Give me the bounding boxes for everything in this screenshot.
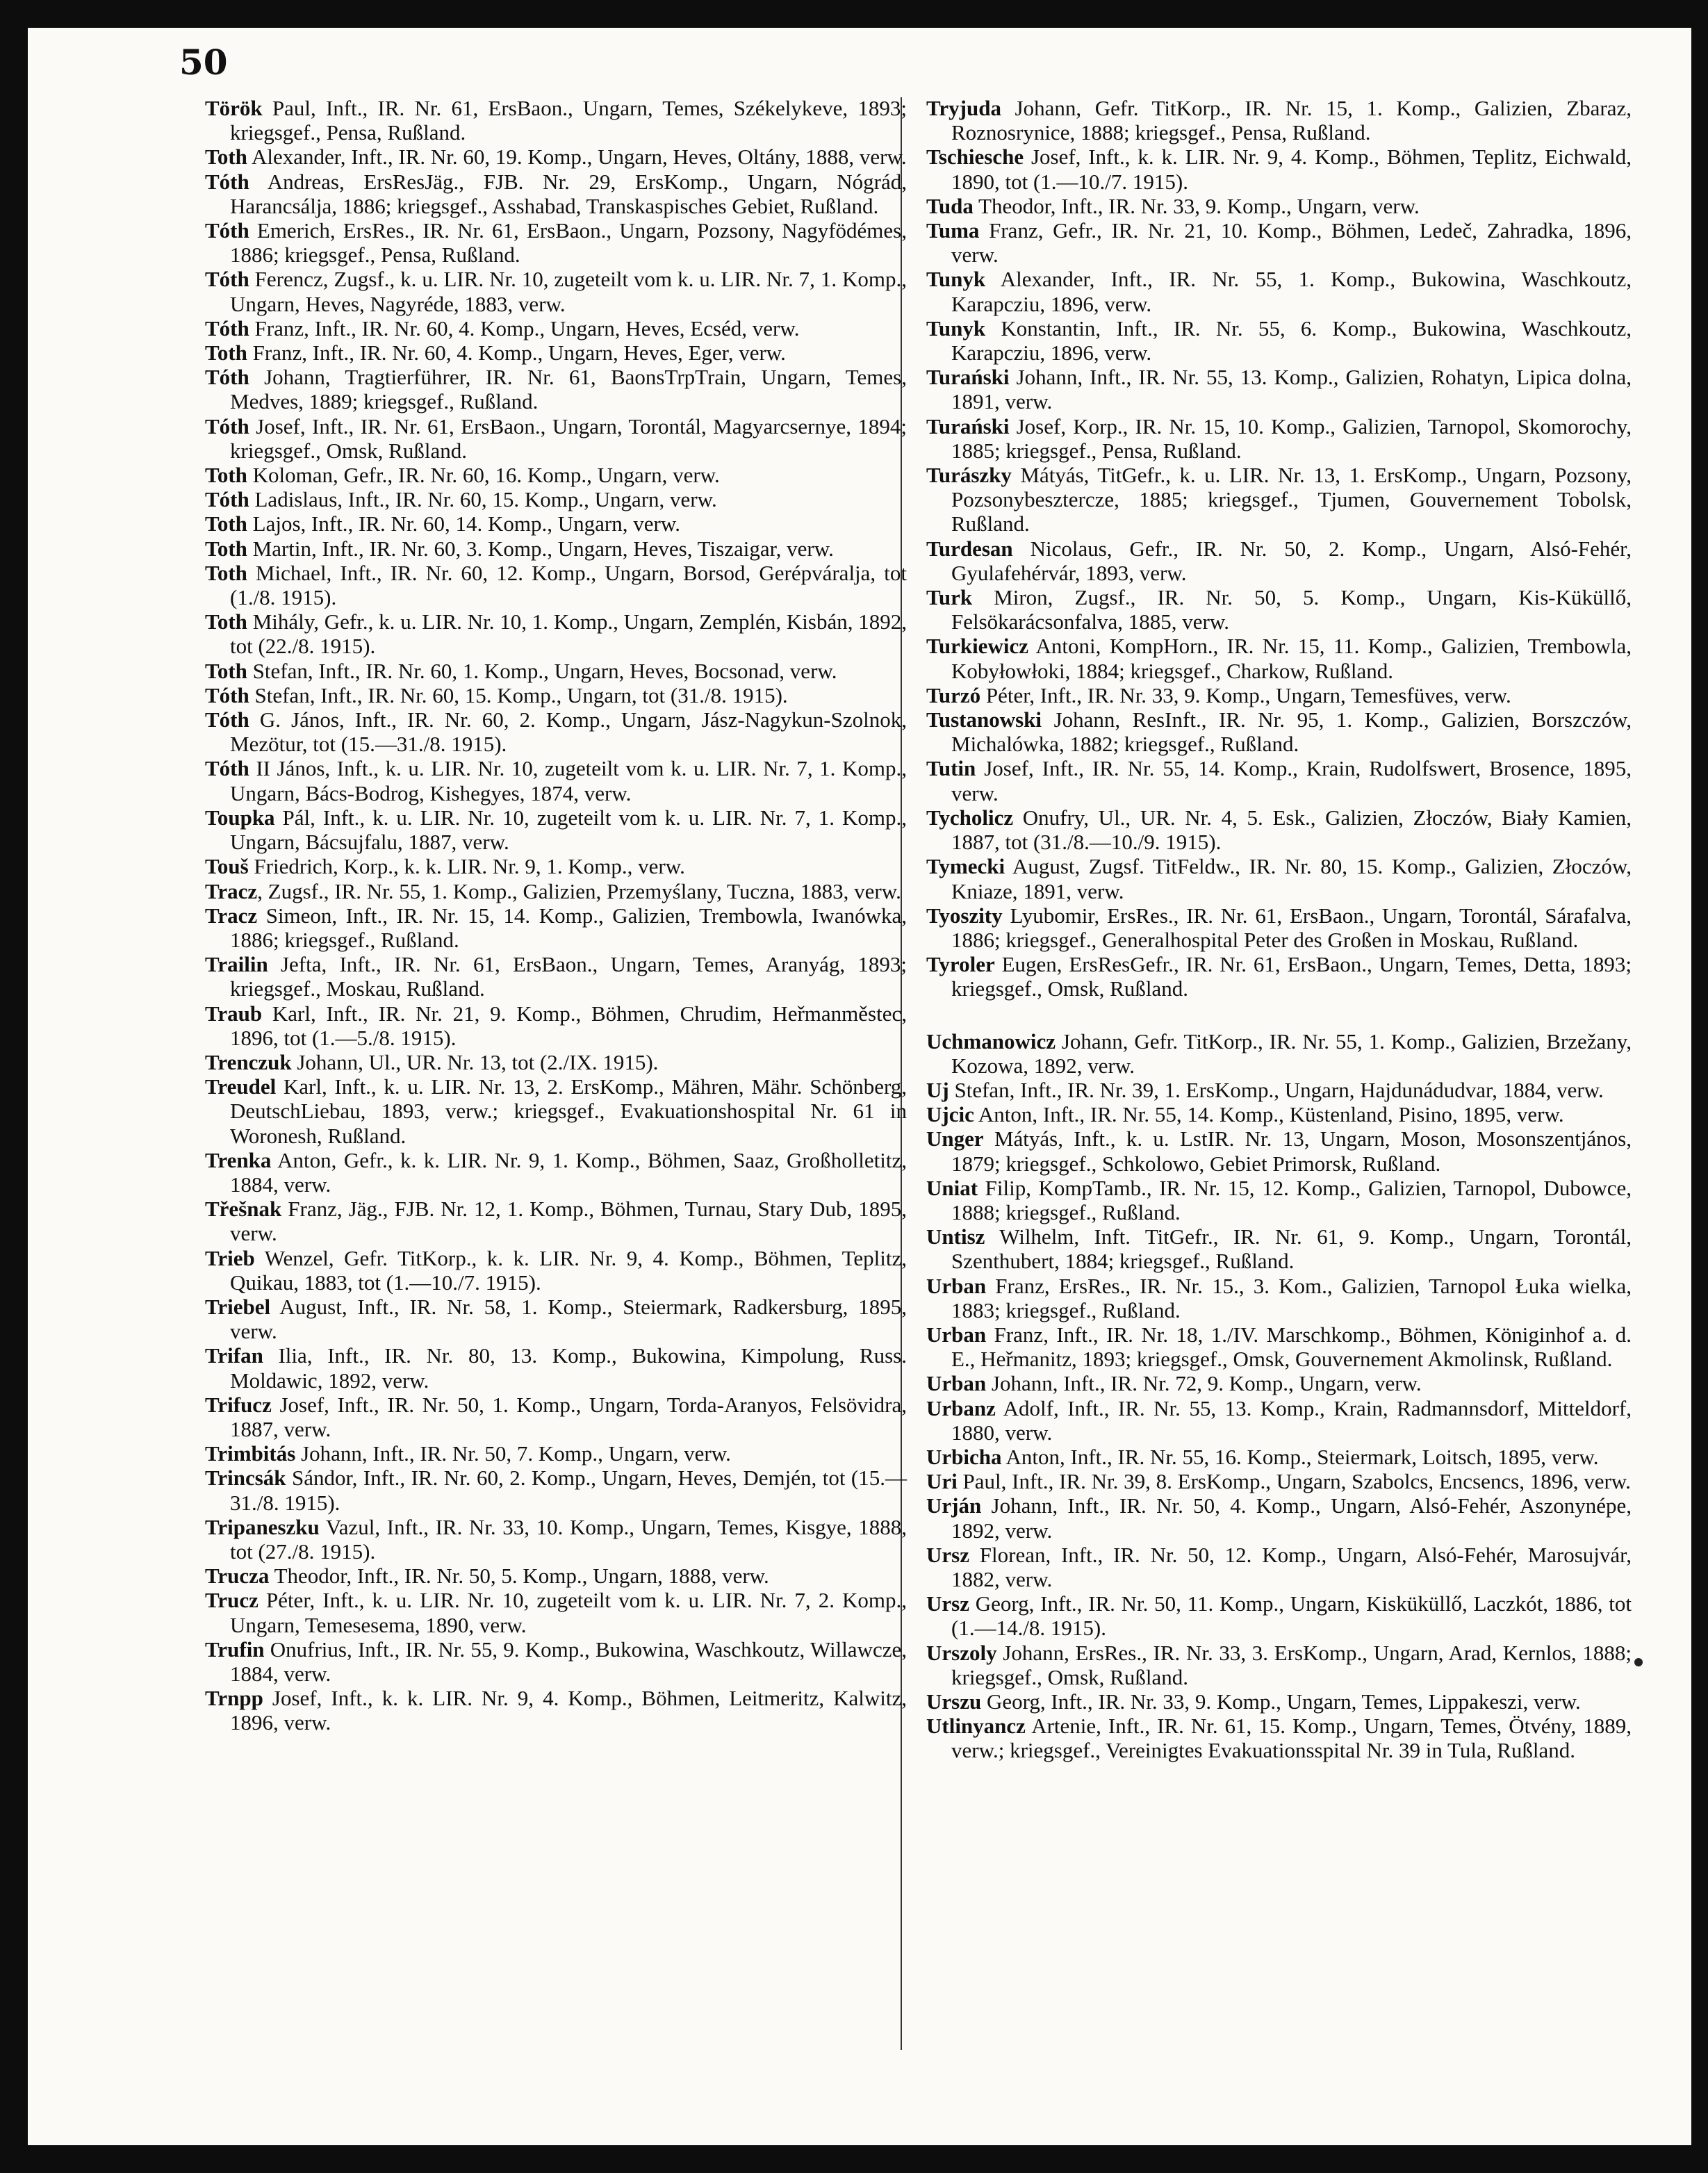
scan-border-top (0, 0, 1708, 28)
entry-surname: Třešnak (205, 1197, 282, 1222)
list-entry (926, 1689, 1632, 1714)
scan-border-right (1691, 0, 1708, 2173)
entry-details: Mátyás, TitGefr., k. u. LIR. Nr. 13, 1. ErsKomp., Ungarn, Pozsony, Pozsonybesztercze, 1885; kriegsgef., Tjumen, Gouvernement Tobolsk, Rußland. (951, 463, 1632, 536)
entry-details: Miron, Zugsf., IR. Nr. 50, 5. Komp., Ungarn, Kis-Küküllő, Felsökarácsonfalva, 1885, verw. (951, 585, 1632, 634)
entry-surname: Trufin (205, 1637, 265, 1662)
entry-details: Franz, Inft., IR. Nr. 60, 4. Komp., Ungarn, Heves, Eger, verw. (247, 341, 786, 366)
entry-details: Emerich, ErsRes., IR. Nr. 61, ErsBaon., Ungarn, Pozsony, Nagyfödémes, 1886; kriegsgef., Pensa, Rußland. (230, 218, 907, 268)
entry-surname: Tymecki (926, 854, 1005, 879)
entry-surname: Tyroler (926, 952, 995, 977)
entry-details: Johann, Gefr. TitKorp., IR. Nr. 55, 1. Komp., Galizien, Brzežany, Kozowa, 1892, verw. (951, 1028, 1632, 1078)
entry-surname: Tóth (205, 267, 249, 292)
entry-details: Martin, Inft., IR. Nr. 60, 3. Komp., Ungarn, Heves, Tiszaigar, verw. (247, 536, 834, 561)
list-entry (926, 1274, 1632, 1322)
list-entry (205, 1637, 907, 1686)
letter-section-gap (926, 1001, 1632, 1029)
list-entry (926, 145, 1632, 193)
entry-details: Josef, Korp., IR. Nr. 15, 10. Komp., Galizien, Tarnopol, Skomorochy, 1885; kriegsgef., Pensa, Rußland. (951, 413, 1632, 463)
scan-border-bottom (0, 2145, 1708, 2173)
entry-surname: Toth (205, 145, 247, 170)
list-entry (205, 1050, 907, 1074)
entry-surname: Turzó (926, 682, 981, 707)
entry-surname: Ursz (926, 1542, 969, 1567)
list-entry (205, 756, 907, 805)
list-entry (205, 1466, 907, 1514)
list-entry (926, 1126, 1632, 1175)
entry-details: Johann, Ul., UR. Nr. 13, tot (2./IX. 1915). (291, 1049, 659, 1074)
list-entry (205, 854, 907, 878)
list-entry (926, 1493, 1632, 1542)
list-entry (926, 1396, 1632, 1445)
entry-surname: Urszu (926, 1689, 982, 1714)
entry-details: Johann, ErsRes., IR. Nr. 33, 3. ErsKomp., Ungarn, Arad, Kernlos, 1888; kriegsgef., Omsk, Rußland. (951, 1640, 1632, 1689)
list-entry (926, 1029, 1632, 1078)
list-entry (205, 463, 907, 487)
list-entry (926, 536, 1632, 585)
entry-details: Georg, Inft., IR. Nr. 50, 11. Komp., Ungarn, Kisküküllő, Laczkót, 1886, tot (1.—14./8. 1915). (951, 1591, 1632, 1641)
entry-surname: Trucz (205, 1588, 258, 1613)
entry-surname: Urban (926, 1322, 987, 1347)
entry-surname: Turdesan (926, 536, 1013, 561)
list-entry (205, 683, 907, 707)
entry-surname: Toth (205, 560, 247, 585)
entry-surname: Urban (926, 1371, 987, 1396)
entry-surname: Tustanowski (926, 707, 1042, 732)
list-entry (205, 536, 907, 561)
list-entry (205, 218, 907, 267)
list-entry (205, 316, 907, 341)
list-entry (926, 96, 1632, 145)
entry-details: Michael, Inft., IR. Nr. 60, 12. Komp., Ungarn, Borsod, Gerépváralja, tot (1./8. 1915). (230, 560, 907, 610)
list-entry (926, 756, 1632, 805)
list-entry (926, 1641, 1632, 1689)
entry-details: Lyubomir, ErsRes., IR. Nr. 61, ErsBaon., Ungarn, Torontál, Sárafalva, 1886; kriegsgef., Generalhospital Peter des Großen in Moskau, Rußland. (951, 903, 1632, 952)
entry-surname: Uj (926, 1077, 949, 1102)
entry-details: Onufrius, Inft., IR. Nr. 55, 9. Komp., Bukowina, Waschkoutz, Willawcze, 1884, verw. (230, 1637, 907, 1686)
entry-details: Jefta, Inft., IR. Nr. 61, ErsBaon., Ungarn, Temes, Aranyág, 1893; kriegsgef., Moskau, Rußland. (230, 952, 907, 1001)
entry-surname: Trincsák (205, 1466, 286, 1491)
entry-details: Adolf, Inft., IR. Nr. 55, 13. Komp., Krain, Radmannsdorf, Mitteldorf, 1880, verw. (951, 1395, 1632, 1445)
list-entry (205, 1074, 907, 1148)
entry-surname: Tunyk (926, 315, 986, 341)
entry-details: Koloman, Gefr., IR. Nr. 60, 16. Komp., Ungarn, verw. (247, 463, 720, 488)
entry-details: Theodor, Inft., IR. Nr. 50, 5. Komp., Ungarn, 1888, verw. (269, 1564, 769, 1589)
page-number: 50 (179, 42, 228, 83)
entry-surname: Unger (926, 1126, 984, 1151)
entry-surname: Trucza (205, 1564, 270, 1589)
list-entry (205, 170, 907, 218)
entry-details: Ladislaus, Inft., IR. Nr. 60, 15. Komp., Ungarn, verw. (249, 487, 717, 512)
entry-details: Josef, Inft., IR. Nr. 55, 14. Komp., Krain, Rudolfswert, Brosence, 1895, verw. (951, 756, 1632, 805)
entry-surname: Toth (205, 341, 247, 366)
entry-surname: Toth (205, 511, 247, 536)
list-entry (205, 365, 907, 413)
list-entry (926, 316, 1632, 365)
list-entry (205, 1588, 907, 1637)
entry-surname: Tóth (205, 487, 249, 512)
entry-details: Georg, Inft., IR. Nr. 33, 9. Komp., Ungarn, Temes, Lippakeszi, verw. (981, 1689, 1581, 1714)
entry-surname: Utlinyancz (926, 1714, 1026, 1739)
list-entry (926, 854, 1632, 903)
entry-details: Johann, Tragtierführer, IR. Nr. 61, BaonsTrpTrain, Ungarn, Temes, Medves, 1889; kriegsgef., Rußland. (230, 365, 907, 414)
entry-details: Theodor, Inft., IR. Nr. 33, 9. Komp., Ungarn, verw. (973, 193, 1420, 218)
entry-surname: Tripaneszku (205, 1514, 320, 1539)
list-entry (926, 707, 1632, 756)
list-entry (205, 511, 907, 536)
list-entry (926, 1224, 1632, 1273)
entry-surname: Trimbitás (205, 1441, 296, 1466)
list-entry (926, 1714, 1632, 1762)
entry-details: Wilhelm, Inft. TitGefr., IR. Nr. 61, 9. Komp., Ungarn, Torontál, Szenthubert, 1884; kriegsgef., Rußland. (951, 1224, 1632, 1274)
entry-details: Karl, Inft., IR. Nr. 21, 9. Komp., Böhmen, Chrudim, Heřmanměstec, 1896, tot (1.—5./8. 1915). (230, 1001, 907, 1050)
entry-details: Alexander, Inft., IR. Nr. 60, 19. Komp., Ungarn, Heves, Oltány, 1888, verw. (247, 145, 907, 170)
entry-details: Artenie, Inft., IR. Nr. 61, 15. Komp., Ungarn, Temes, Ötvény, 1889, verw.; kriegsgef., Vereinigtes Evakuationsspital Nr. 39 in Tula, Rußland. (951, 1714, 1632, 1763)
list-entry (205, 1246, 907, 1295)
entry-surname: Touš (205, 854, 249, 879)
right-column (926, 96, 1632, 1763)
list-entry (205, 1197, 907, 1245)
entry-surname: Untisz (926, 1224, 985, 1249)
entry-surname: Traub (205, 1001, 263, 1026)
entry-surname: Trenka (205, 1147, 272, 1172)
entry-surname: Tunyk (926, 267, 986, 292)
entry-surname: Ujcic (926, 1102, 974, 1127)
entry-details: Johann, Inft., IR. Nr. 55, 13. Komp., Galizien, Rohatyn, Lipica dolna, 1891, verw. (951, 365, 1632, 414)
list-entry (205, 1148, 907, 1197)
entry-surname: Ursz (926, 1591, 969, 1616)
entry-details: G. János, Inft., IR. Nr. 60, 2. Komp., Ungarn, Jász-Nagykun-Szolnok, Mezötur, tot (15.—31./8. 1915). (230, 707, 907, 757)
entry-surname: Tóth (205, 315, 249, 341)
list-entry (926, 267, 1632, 315)
entry-details: Josef, Inft., k. k. LIR. Nr. 9, 4. Komp., Böhmen, Teplitz, Eichwald, 1890, tot (1.—10./7. 1915). (951, 145, 1632, 194)
entry-details: Péter, Inft., IR. Nr. 33, 9. Komp., Ungarn, Temesfüves, verw. (980, 682, 1511, 707)
entry-details: Sándor, Inft., IR. Nr. 60, 2. Komp., Ungarn, Heves, Demjén, tot (15.—31./8. 1915). (230, 1466, 907, 1515)
entry-surname: Urszoly (926, 1640, 997, 1665)
entry-surname: Urbicha (926, 1444, 1002, 1469)
entry-details: Ferencz, Zugsf., k. u. LIR. Nr. 10, zugeteilt vom k. u. LIR. Nr. 7, 1. Komp., Ungarn, Heves, Nagyréde, 1883, verw. (230, 267, 907, 316)
list-entry (205, 952, 907, 1001)
entry-surname: Tschiesche (926, 145, 1024, 170)
entry-surname: Turański (926, 365, 1010, 390)
list-entry (926, 365, 1632, 413)
entry-surname: Toth (205, 463, 247, 488)
list-entry (205, 903, 907, 952)
list-entry (205, 1393, 907, 1441)
entry-surname: Trieb (205, 1245, 255, 1270)
list-entry (205, 487, 907, 511)
list-entry (926, 1078, 1632, 1102)
entry-surname: Tóth (205, 682, 249, 707)
entry-surname: Tyoszity (926, 903, 1003, 928)
list-entry (205, 1295, 907, 1343)
entry-surname: Tuma (926, 218, 980, 243)
margin-ink-dot (1634, 1658, 1643, 1666)
entry-surname: Urbanz (926, 1395, 996, 1420)
entry-details: Friedrich, Korp., k. k. LIR. Nr. 9, 1. Komp., verw. (248, 854, 685, 879)
entry-details: August, Inft., IR. Nr. 58, 1. Komp., Steiermark, Radkersburg, 1895, verw. (230, 1294, 907, 1344)
entry-surname: Tóth (205, 365, 249, 390)
entry-surname: Tuda (926, 193, 974, 218)
entry-details: Johann, Inft., IR. Nr. 50, 7. Komp., Ungarn, verw. (295, 1441, 731, 1466)
entry-surname: Uchmanowicz (926, 1028, 1056, 1053)
entry-details: Anton, Gefr., k. k. LIR. Nr. 9, 1. Komp., Böhmen, Saaz, Großholletitz, 1884, verw. (230, 1147, 907, 1197)
list-entry (926, 634, 1632, 682)
entry-surname: Tracz (205, 903, 258, 928)
right-column-t-section (926, 96, 1632, 1001)
entry-details: Franz, ErsRes., IR. Nr. 15., 3. Kom., Galizien, Tarnopol Łuka wielka, 1883; kriegsgef., Rußland. (951, 1273, 1632, 1322)
entry-surname: Tóth (205, 169, 249, 194)
list-entry (926, 1371, 1632, 1395)
entry-details: Onufry, Ul., UR. Nr. 4, 5. Esk., Galizien, Złoczów, Biały Kamien, 1887, tot (31./8.—10./9. 1915). (951, 805, 1632, 855)
list-entry (926, 1469, 1632, 1493)
list-entry (205, 341, 907, 365)
entry-surname: Uniat (926, 1175, 978, 1200)
entry-details: Nicolaus, Gefr., IR. Nr. 50, 2. Komp., Ungarn, Alsó-Fehér, Gyulafehérvár, 1893, verw. (951, 536, 1632, 585)
entry-surname: Tóth (205, 218, 249, 243)
entry-details: Franz, Inft., IR. Nr. 60, 4. Komp., Ungarn, Heves, Ecséd, verw. (249, 315, 800, 341)
list-entry (205, 609, 907, 658)
entry-details: Vazul, Inft., IR. Nr. 33, 10. Komp., Ungarn, Temes, Kisgye, 1888, tot (27./8. 1915). (230, 1514, 907, 1564)
entry-surname: Urján (926, 1493, 982, 1518)
entry-surname: Trifucz (205, 1392, 272, 1417)
entry-surname: Tóth (205, 413, 249, 438)
list-entry (205, 1001, 907, 1050)
entry-surname: Tryjuda (926, 96, 1001, 120)
entry-details: Stefan, Inft., IR. Nr. 39, 1. ErsKomp., Ungarn, Hajdunádudvar, 1884, verw. (949, 1077, 1604, 1102)
list-entry (205, 267, 907, 315)
entry-details: Johann, Gefr. TitKorp., IR. Nr. 15, 1. Komp., Galizien, Zbaraz, Roznosrynice, 1888; kriegsgef., Pensa, Rußland. (951, 96, 1632, 145)
entry-details: Paul, Inft., IR. Nr. 61, ErsBaon., Ungarn, Temes, Székelykeve, 1893; kriegsgef., Pensa, Rußland. (230, 96, 907, 145)
entry-details: Wenzel, Gefr. TitKorp., k. k. LIR. Nr. 9, 4. Komp., Böhmen, Teplitz, Quikau, 1883, tot (1.—10./7. 1915). (230, 1245, 907, 1295)
entry-details: Johann, Inft., IR. Nr. 72, 9. Komp., Ungarn, verw. (986, 1371, 1422, 1396)
entry-details: Ilia, Inft., IR. Nr. 80, 13. Komp., Bukowina, Kimpolung, Russ. Moldawic, 1892, verw. (230, 1343, 907, 1393)
entry-details: Lajos, Inft., IR. Nr. 60, 14. Komp., Ungarn, verw. (247, 511, 680, 536)
entry-surname: Toth (205, 658, 247, 683)
entry-details: II János, Inft., k. u. LIR. Nr. 10, zugeteilt vom k. u. LIR. Nr. 7, 1. Komp., Ungarn, Bács-Bodrog, Kishegyes, 1874, verw. (230, 756, 907, 805)
entry-details: Andreas, ErsResJäg., FJB. Nr. 29, ErsKomp., Ungarn, Nógrád, Harancsálja, 1886; kriegsgef., Asshabad, Transkaspisches Gebiet, Rußland. (230, 169, 907, 218)
entry-surname: Toupka (205, 805, 275, 830)
entry-surname: Tóth (205, 756, 249, 781)
entry-surname: Urban (926, 1273, 987, 1298)
entry-surname: Tutin (926, 756, 976, 781)
entry-surname: Turkiewicz (926, 634, 1028, 659)
list-entry (926, 1322, 1632, 1371)
entry-details: Florean, Inft., IR. Nr. 50, 12. Komp., Ungarn, Alsó-Fehér, Marosujvár, 1882, verw. (951, 1542, 1632, 1591)
list-entry (205, 145, 907, 169)
entry-details: Josef, Inft., IR. Nr. 61, ErsBaon., Ungarn, Torontál, Magyarcsernye, 1894; kriegsgef., Omsk, Rußland. (230, 413, 907, 463)
entry-details: Paul, Inft., IR. Nr. 39, 8. ErsKomp., Ungarn, Szabolcs, Encsencs, 1896, verw. (957, 1469, 1631, 1494)
entry-surname: Török (205, 96, 263, 120)
entry-details: Péter, Inft., k. u. LIR. Nr. 10, zugeteilt vom k. u. LIR. Nr. 7, 2. Komp., Ungarn, Temesesema, 1890, verw. (230, 1588, 907, 1637)
list-entry (926, 1591, 1632, 1640)
entry-surname: Turk (926, 585, 973, 610)
entry-details: Josef, Inft., IR. Nr. 50, 1. Komp., Ungarn, Torda-Aranyos, Felsövidra, 1887, verw. (230, 1392, 907, 1441)
list-entry (205, 1686, 907, 1735)
entry-details: Franz, Gefr., IR. Nr. 21, 10. Komp., Böhmen, Ledeč, Zahradka, 1896, verw. (951, 218, 1632, 268)
entry-surname: Trenczuk (205, 1049, 292, 1074)
entry-surname: Tracz (205, 878, 258, 903)
entry-details: Pál, Inft., k. u. LIR. Nr. 10, zugeteilt vom k. u. LIR. Nr. 7, 1. Komp., Ungarn, Bácsujfalu, 1887, verw. (230, 805, 907, 855)
entry-details: Karl, Inft., k. u. LIR. Nr. 13, 2. ErsKomp., Mähren, Mähr. Schönberg, DeutschLiebau, 1893, verw.; kriegsgef., Evakuationshospital Nr. 61 in Woronesh, Rußland. (230, 1074, 907, 1148)
list-entry (205, 1343, 907, 1392)
list-entry (926, 1102, 1632, 1126)
entry-surname: Toth (205, 536, 247, 561)
list-entry (926, 463, 1632, 536)
list-entry (205, 879, 907, 903)
list-entry (205, 1515, 907, 1564)
left-column (205, 96, 907, 1735)
list-entry (205, 561, 907, 609)
entry-details: Simeon, Inft., IR. Nr. 15, 14. Komp., Galizien, Trembowla, Iwanówka, 1886; kriegsgef., Rußland. (230, 903, 907, 952)
list-entry (926, 194, 1632, 218)
list-entry (926, 1543, 1632, 1591)
list-entry (926, 952, 1632, 1001)
list-entry (926, 414, 1632, 463)
entry-details: Stefan, Inft., IR. Nr. 60, 1. Komp., Ungarn, Heves, Bocsonad, verw. (247, 658, 837, 683)
entry-details: Anton, Inft., IR. Nr. 55, 16. Komp., Steiermark, Loitsch, 1895, verw. (1001, 1444, 1599, 1469)
list-entry (926, 1445, 1632, 1469)
entry-surname: Trnpp (205, 1686, 263, 1711)
entry-details: Anton, Inft., IR. Nr. 55, 14. Komp., Küstenland, Pisino, 1895, verw. (974, 1102, 1564, 1127)
list-entry (205, 805, 907, 854)
entry-details: August, Zugsf. TitFeldw., IR. Nr. 80, 15. Komp., Galizien, Złoczów, Kniaze, 1891, verw. (951, 854, 1632, 903)
list-entry (926, 1176, 1632, 1224)
entry-surname: Turański (926, 413, 1010, 438)
list-entry (205, 1564, 907, 1588)
list-entry (926, 805, 1632, 854)
entry-surname: Trailin (205, 952, 268, 977)
entry-details: Alexander, Inft., IR. Nr. 55, 1. Komp., Bukowina, Waschkoutz, Karapcziu, 1896, verw. (951, 267, 1632, 316)
entry-details: Franz, Jäg., FJB. Nr. 12, 1. Komp., Böhmen, Turnau, Stary Dub, 1895, verw. (230, 1197, 907, 1246)
entry-details: Stefan, Inft., IR. Nr. 60, 15. Komp., Ungarn, tot (31./8. 1915). (249, 682, 788, 707)
entry-surname: Treudel (205, 1074, 277, 1099)
entry-details: Eugen, ErsResGefr., IR. Nr. 61, ErsBaon., Ungarn, Temes, Detta, 1893; kriegsgef., Omsk, Rußland. (951, 952, 1632, 1001)
entry-details: Filip, KompTamb., IR. Nr. 15, 12. Komp., Galizien, Tarnopol, Dubowce, 1888; kriegsgef., Rußland. (951, 1175, 1632, 1224)
entry-details: Antoni, KompHorn., IR. Nr. 15, 11. Komp., Galizien, Trembowla, Kobyłowłoki, 1884; kriegsgef., Charkow, Rußland. (951, 634, 1632, 683)
entry-surname: Uri (926, 1469, 958, 1494)
entry-surname: Tóth (205, 707, 249, 732)
entry-details: Johann, Inft., IR. Nr. 50, 4. Komp., Ungarn, Alsó-Fehér, Aszonynépe, 1892, verw. (951, 1493, 1632, 1543)
list-entry (926, 683, 1632, 707)
entry-surname: Toth (205, 609, 247, 634)
entry-details: Konstantin, Inft., IR. Nr. 55, 6. Komp., Bukowina, Waschkoutz, Karapcziu, 1896, verw. (951, 315, 1632, 366)
list-entry (205, 414, 907, 463)
right-column-u-section (926, 1029, 1632, 1763)
entry-surname: Trifan (205, 1343, 263, 1368)
entry-surname: Tycholicz (926, 805, 1014, 830)
entry-details: Mihály, Gefr., k. u. LIR. Nr. 10, 1. Komp., Ungarn, Zemplén, Kisbán, 1892, tot (22./8. 1915). (230, 609, 907, 659)
list-entry (926, 585, 1632, 634)
entry-details: Johann, ResInft., IR. Nr. 95, 1. Komp., Galizien, Borszczów, Michalówka, 1882; kriegsgef., Rußland. (951, 707, 1632, 757)
entry-details: Franz, Inft., IR. Nr. 18, 1./IV. Marschkomp., Böhmen, Königinhof a. d. E., Heřmanitz, 1893; kriegsgef., Omsk, Gouvernement Akmolinsk, Rußland. (951, 1322, 1632, 1372)
list-entry (205, 659, 907, 683)
list-entry (205, 1441, 907, 1466)
entry-details: Mátyás, Inft., k. u. LstIR. Nr. 13, Ungarn, Moson, Mosonszentjános, 1879; kriegsgef., Schkolowo, Gebiet Primorsk, Rußland. (951, 1126, 1632, 1176)
list-entry (926, 218, 1632, 267)
entry-surname: Triebel (205, 1294, 271, 1319)
entry-details: Josef, Inft., k. k. LIR. Nr. 9, 4. Komp., Böhmen, Leitmeritz, Kalwitz, 1896, verw. (230, 1686, 907, 1735)
entry-surname: Turászky (926, 463, 1012, 488)
list-entry (926, 903, 1632, 952)
scan-border-left (0, 0, 28, 2173)
entry-details: , Zugsf., IR. Nr. 55, 1. Komp., Galizien, Przemyślany, Tuczna, 1883, verw. (257, 878, 901, 903)
list-entry (205, 707, 907, 756)
list-entry (205, 96, 907, 145)
